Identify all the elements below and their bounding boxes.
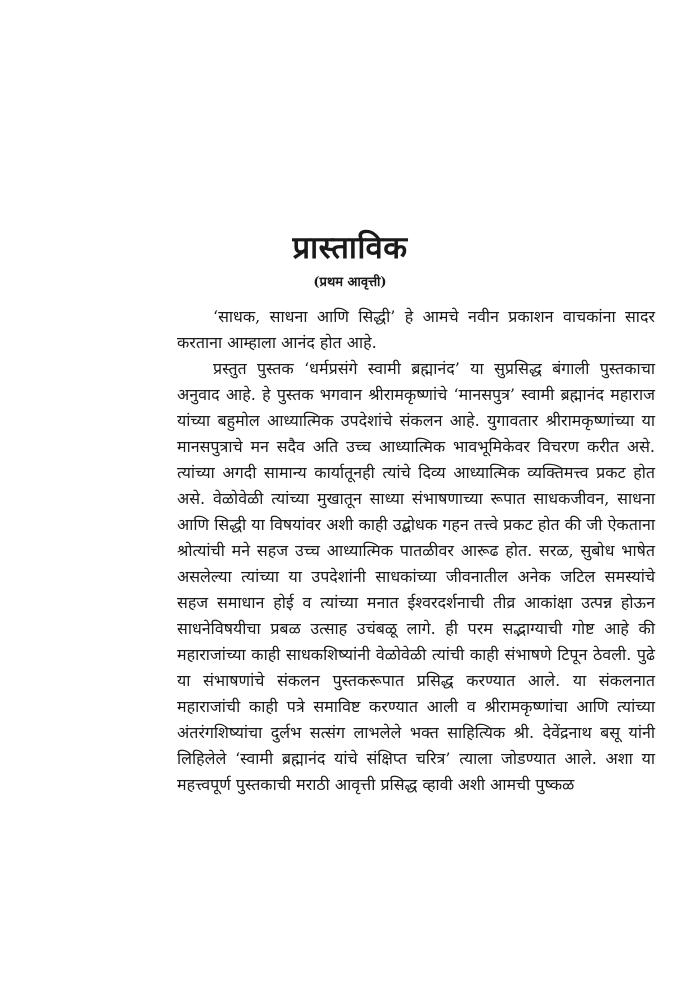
body-text — [177, 304, 655, 798]
paragraph-main: प्रस्तुत पुस्तक ‘धर्मप्रसंगे स्वामी ब्रह्मानंद’ या सुप्रसिद्ध बंगाली पुस्तकाचा अनुवाद आहे. हे पुस्तक भगवान श्रीरामकृष्णांचे ‘मानसपुत्र’ स्वामी ब्रह्मानंद महाराज यांच्या बहुमोल आध्यात्मिक उपदेशांचे संकलन आहे. युगावतार श्रीरामकृष्णांच्या या मानसपुत्राचे मन सदैव अति उच्च आध्यात्मिक भावभूमिकेवर विचरण करीत असे. त्यांच्या अगदी सामान्य कार्यातूनही त्यांचे दिव्य आध्यात्मिक व्यक्तिमत्त्व प्रकट होत असे. वेळोवेळी त्यांच्या मुखातून साध्या संभाषणाच्या रूपात साधकजीवन, साधना आणि सिद्धी या विषयांवर अशी काही उद्बोधक गहन तत्त्वे प्रकट होत की जी ऐकताना श्रोत्यांची मने सहज उच्च आध्यात्मिक पातळीवर आरूढ होत. सरळ, सुबोध भाषेत असलेल्या त्यांच्या या उपदेशांनी साधकांच्या जीवनातील अनेक जटिल समस्यांचे सहज समाधान होई व त्यांच्या मनात ईश्वरदर्शनाची तीव्र आकांक्षा उत्पन्न होऊन साधनेविषयीचा प्रबळ उत्साह उचंबळू लागे. ही परम सद्भाग्याची गोष्ट आहे की महाराजांच्या काही साधकशिष्यांनी वेळोवेळी त्यांची काही संभाषणे टिपून ठेवली. पुढे या संभाषणांचे संकलन पुस्तकरूपात प्रसिद्ध करण्यात आले. या संकलनात महाराजांची काही पत्रे समाविष्ट करण्यात आली व श्रीरामकृष्णांचा आणि त्यांच्या अंतरंगशिष्यांचा दुर्लभ सत्संग लाभलेले भक्त साहित्यिक श्री. देवेंद्रनाथ बसू यांनी लिहिलेले ‘स्वामी ब्रह्मानंद यांचे संक्षिप्त चरित्र’ त्याला जोडण्यात आले. अशा या महत्त्वपूर्ण पुस्तकाची मराठी आवृत्ती प्रसिद्ध व्हावी अशी आमची पुष्कळ — [177, 359, 655, 794]
paragraph-intro: ‘साधक, साधना आणि सिद्धी’ हे आमचे नवीन प्रकाशन वाचकांना सादर करताना आम्हाला आनंद होत आहे. — [177, 307, 655, 352]
page-title: प्रास्ताविक — [292, 230, 408, 266]
edition-subtitle: (प्रथम आवृत्ती) — [313, 275, 387, 290]
